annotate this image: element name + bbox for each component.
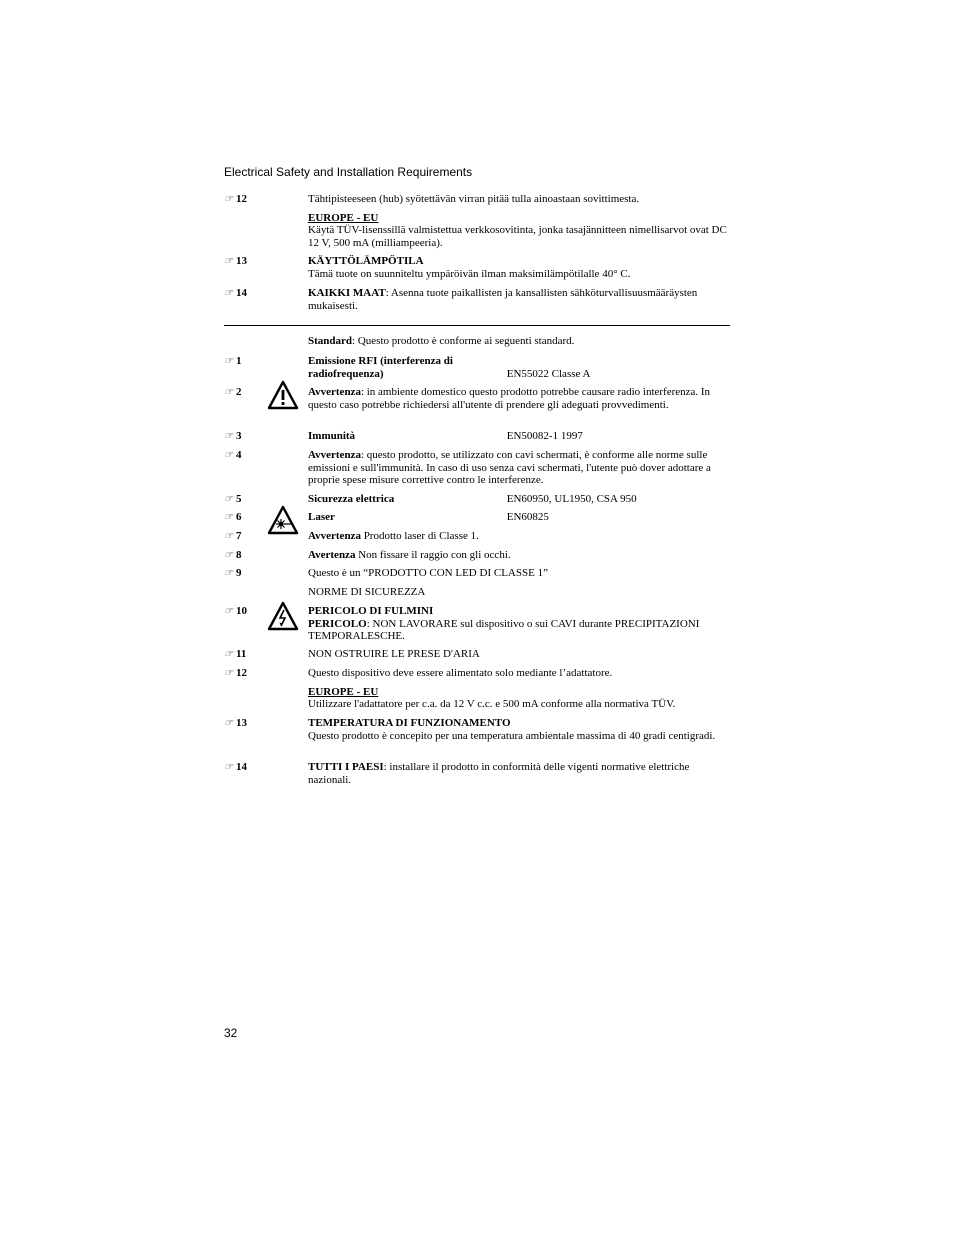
hand-pointer-icon: ☞ <box>224 288 232 299</box>
hand-pointer-icon: ☞ <box>224 649 232 660</box>
hand-pointer-icon: ☞ <box>224 512 232 523</box>
page-number: 32 <box>224 1026 238 1040</box>
hand-pointer-icon: ☞ <box>224 387 232 398</box>
hand-pointer-icon: ☞ <box>224 194 232 205</box>
fi-item-12-text: Tähtipisteeseen (hub) syötettävän virran pitää tulla ainoastaan sovittimesta. <box>308 193 640 205</box>
hand-pointer-icon: ☞ <box>224 568 232 579</box>
hand-pointer-icon: ☞ <box>224 550 232 561</box>
warning-triangle-icon <box>267 380 299 410</box>
lightning-warning-icon <box>267 601 299 631</box>
running-header: Electrical Safety and Installation Requirements <box>224 165 473 179</box>
fi-eu-text: Käytä TÜV-lisenssillä valmistettua verkkosovitinta, jonka tasajännitteen nimellisarvot ovat DC 12 V, 500 mA (milliampeeria). <box>308 224 727 249</box>
laser-warning-icon <box>267 505 299 535</box>
hand-pointer-icon: ☞ <box>224 762 232 773</box>
hand-pointer-icon: ☞ <box>224 494 232 505</box>
hand-pointer-icon: ☞ <box>224 531 232 542</box>
hand-pointer-icon: ☞ <box>224 450 232 461</box>
hand-pointer-icon: ☞ <box>224 606 232 617</box>
hand-pointer-icon: ☞ <box>224 356 232 367</box>
hand-pointer-icon: ☞ <box>224 431 232 442</box>
fi-eu-label: EUROPE - EU <box>308 211 379 224</box>
hand-pointer-icon: ☞ <box>224 668 232 679</box>
section-divider <box>224 325 730 326</box>
hand-pointer-icon: ☞ <box>224 256 232 267</box>
hand-pointer-icon: ☞ <box>224 718 232 729</box>
